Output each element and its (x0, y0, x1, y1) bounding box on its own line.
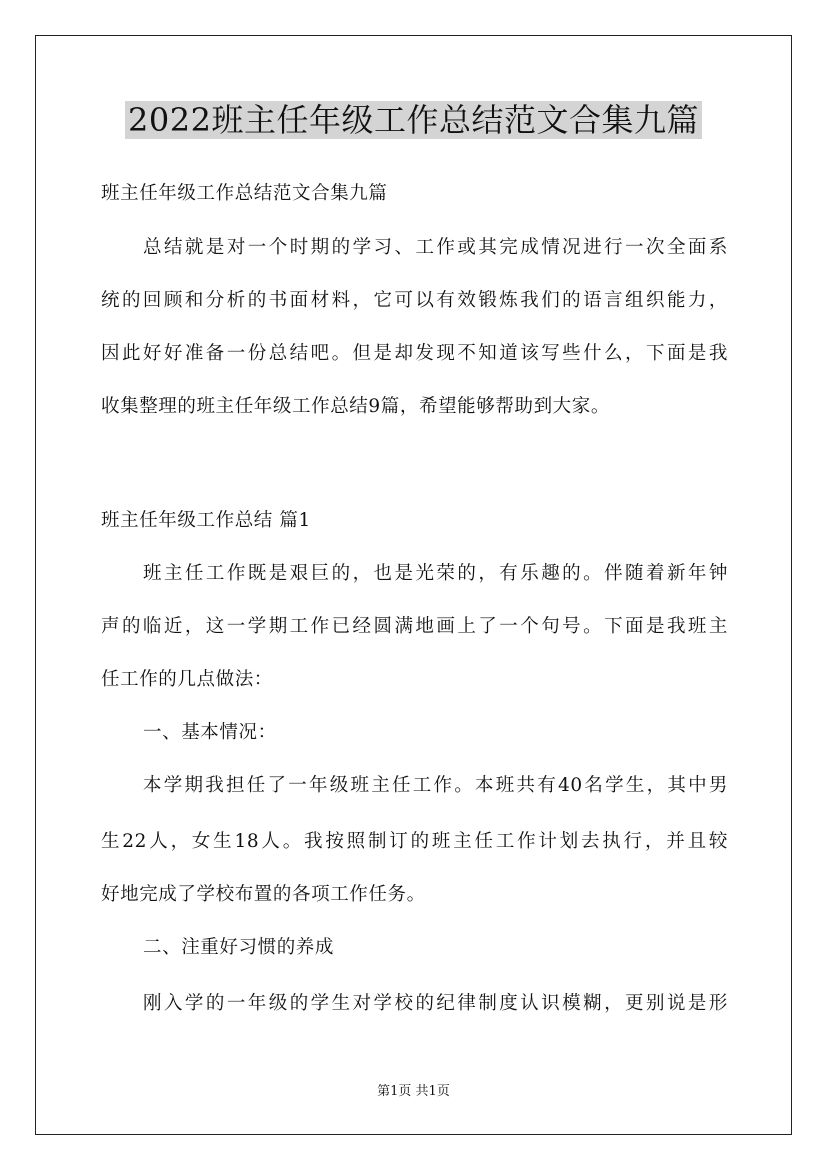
document-title (0, 98, 827, 142)
paragraph-line: 收集整理的班主任年级工作总结9篇，希望能够帮助到大家。 (101, 396, 610, 417)
paragraph-line: 统的回顾和分析的书面材料，它可以有效锻炼我们的语言组织能力， (101, 290, 728, 311)
page-number-footer: 第1页 共1页 (377, 1084, 450, 1099)
document-title-text: 2022班主任年级工作总结范文合集九篇 (125, 101, 702, 139)
paragraph-line: 好地完成了学校布置的各项工作任务。 (101, 884, 426, 905)
paragraph-line: 任工作的几点做法： (101, 669, 273, 690)
subsection-heading: 一、基本情况： (143, 722, 277, 743)
paragraph-line: 声的临近，这一学期工作已经圆满地画上了一个句号。下面是我班主 (101, 616, 728, 637)
section-heading: 班主任年级工作总结 篇1 (101, 510, 311, 531)
paragraph-line: 班主任工作既是艰巨的，也是光荣的，有乐趣的。伴随着新年钟 (143, 563, 728, 584)
paragraph-line: 刚入学的一年级的学生对学校的纪律制度认识模糊，更别说是形 (143, 993, 728, 1014)
paragraph-line: 生22人，女生18人。我按照制订的班主任工作计划去执行，并且较 (101, 831, 728, 852)
subtitle-line: 班主任年级工作总结范文合集九篇 (101, 183, 388, 204)
paragraph-line: 因此好好准备一份总结吧。但是却发现不知道该写些什么，下面是我 (101, 343, 728, 364)
paragraph-line: 总结就是对一个时期的学习、工作或其完成情况进行一次全面系 (143, 237, 728, 258)
paragraph-line: 本学期我担任了一年级班主任工作。本班共有40名学生，其中男 (143, 775, 728, 796)
subsection-heading: 二、注重好习惯的养成 (143, 937, 335, 958)
